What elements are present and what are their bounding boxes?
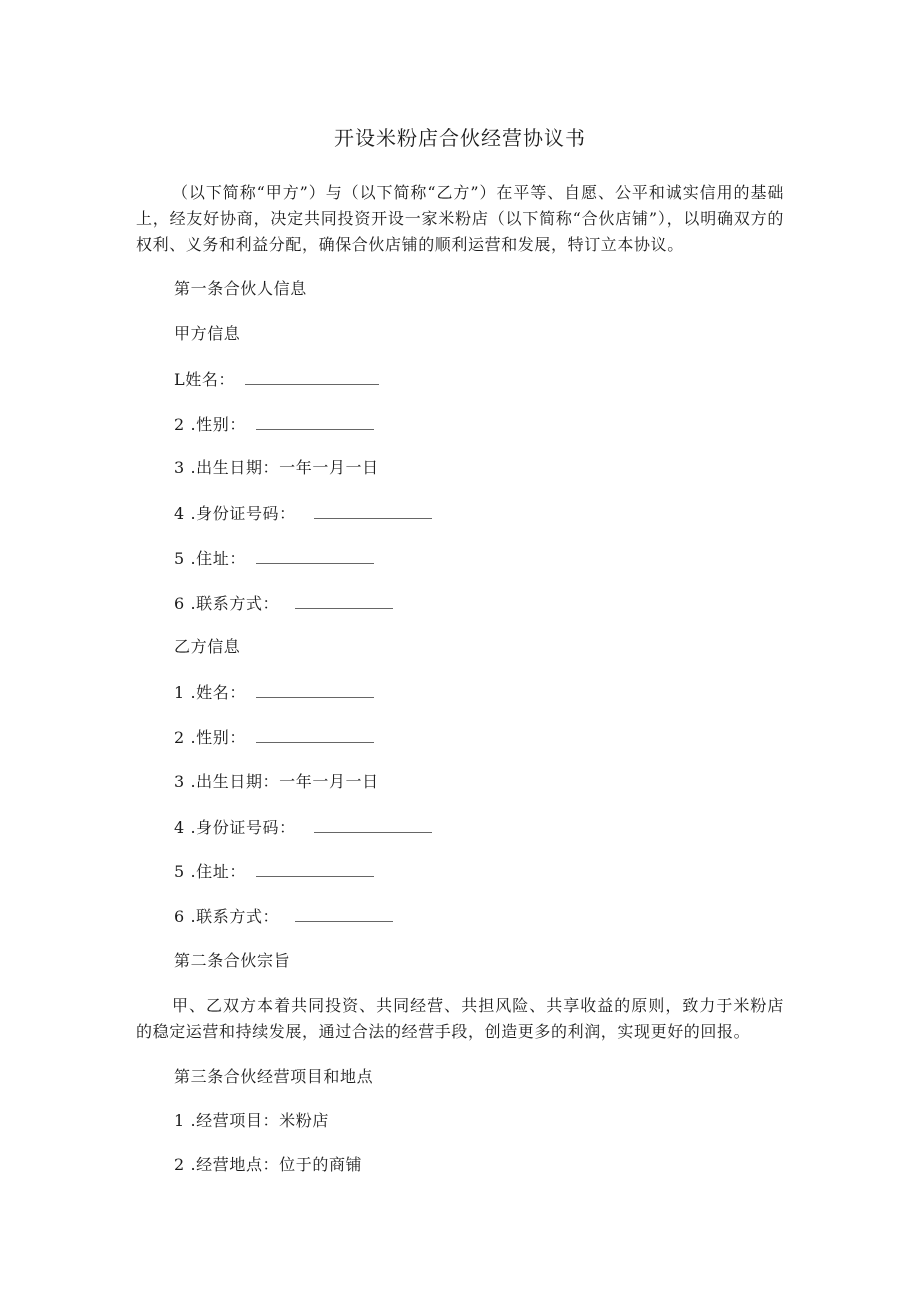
article2-paragraph: 甲、乙双方本着共同投资、共同经营、共担风险、共享收益的原则，致力于米粉店的稳定运营和持续发展，通过合法的经营手段，创造更多的利润，实现更好的回报。 bbox=[136, 996, 784, 1041]
party-a-id-row bbox=[174, 502, 432, 525]
party-a-name-field[interactable] bbox=[245, 368, 379, 385]
party-a-contact-label: 6 .联系方式： bbox=[174, 594, 280, 613]
party-a-heading: 甲方信息 bbox=[174, 324, 241, 343]
party-b-contact-row bbox=[174, 905, 393, 928]
party-a-contact-row bbox=[174, 592, 393, 615]
party-b-address-row bbox=[174, 860, 374, 883]
article3-heading: 第三条合伙经营项目和地点 bbox=[174, 1067, 374, 1086]
party-b-gender-row bbox=[174, 726, 374, 749]
party-a-gender-field[interactable] bbox=[256, 413, 374, 430]
party-b-id-label: 4 .身份证号码： bbox=[174, 818, 296, 837]
party-b-id-row bbox=[174, 816, 432, 839]
party-a-name-row bbox=[174, 368, 379, 391]
article3-item-project: 1 .经营项目：米粉店 bbox=[174, 1111, 329, 1130]
party-a-birthdate-label: 3 .出生日期：一年一月一日 bbox=[174, 458, 379, 477]
party-a-gender-row bbox=[174, 413, 374, 436]
article3-item-location: 2 .经营地点：位于的商铺 bbox=[174, 1155, 363, 1174]
intro-paragraph: （以下简称“甲方”）与（以下简称“乙方”）在平等、自愿、公平和诚实信用的基础上，经友好协商，决定共同投资开设一家米粉店（以下简称“合伙店铺”），以明确双方的权利、义务和利益分配，确保合伙店铺的顺利运营和发展，特订立本协议。 bbox=[136, 183, 784, 254]
party-b-contact-label: 6 .联系方式： bbox=[174, 907, 280, 926]
party-b-address-label: 5 .住址： bbox=[174, 862, 246, 881]
party-a-id-label: 4 .身份证号码： bbox=[174, 504, 296, 523]
party-b-contact-field[interactable] bbox=[295, 905, 393, 922]
party-a-address-label: 5 .住址： bbox=[174, 549, 246, 568]
party-a-address-row bbox=[174, 547, 374, 570]
party-b-id-field[interactable] bbox=[314, 816, 432, 833]
party-b-birthdate-row bbox=[174, 771, 379, 793]
party-b-heading: 乙方信息 bbox=[174, 637, 241, 656]
party-a-contact-field[interactable] bbox=[295, 592, 393, 609]
article1-heading: 第一条合伙人信息 bbox=[174, 279, 307, 298]
party-b-name-label: 1 .姓名： bbox=[174, 683, 246, 702]
party-b-birthdate-label: 3 .出生日期：一年一月一日 bbox=[174, 772, 379, 791]
party-a-id-field[interactable] bbox=[314, 502, 432, 519]
party-b-gender-label: 2 .性别： bbox=[174, 728, 246, 747]
party-b-name-field[interactable] bbox=[256, 681, 374, 698]
party-a-name-label: L姓名： bbox=[174, 370, 236, 389]
party-b-name-row bbox=[174, 681, 374, 704]
party-a-gender-label: 2 .性别： bbox=[174, 415, 246, 434]
party-b-gender-field[interactable] bbox=[256, 726, 374, 743]
party-a-birthdate-row bbox=[174, 457, 379, 479]
article2-heading: 第二条合伙宗旨 bbox=[174, 951, 291, 970]
party-b-address-field[interactable] bbox=[256, 860, 374, 877]
party-a-address-field[interactable] bbox=[256, 547, 374, 564]
document-title: 开设米粉店合伙经营协议书 bbox=[334, 126, 586, 150]
